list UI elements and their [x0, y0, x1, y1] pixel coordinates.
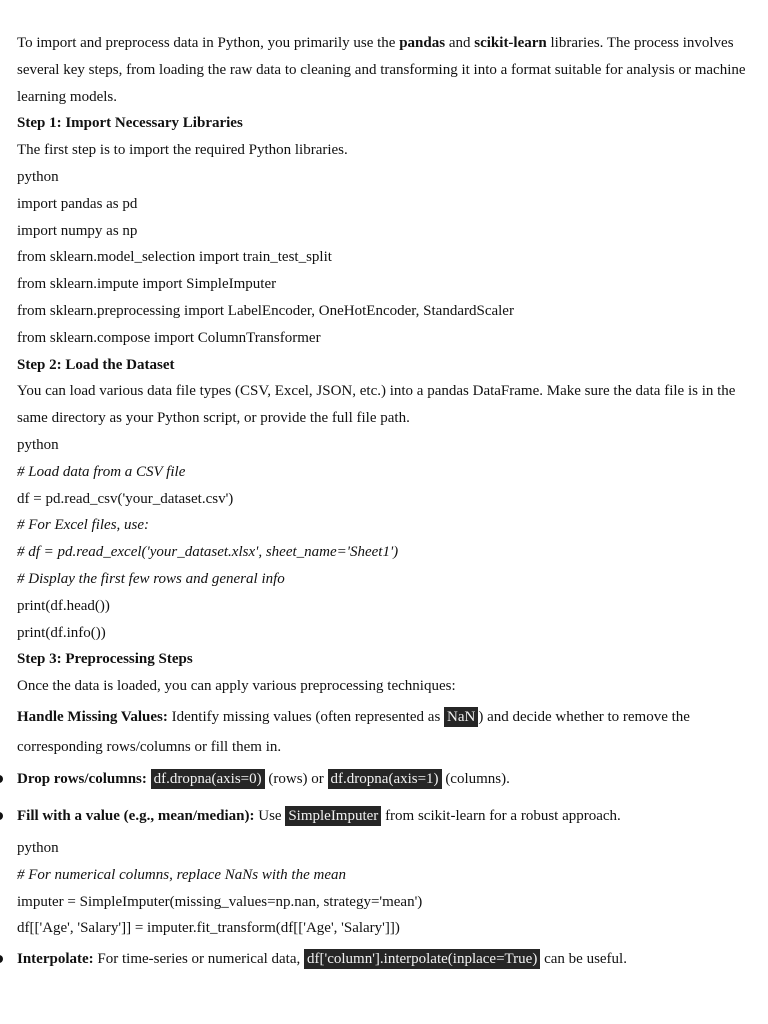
intro-text: To import and preprocess data in Python, you primarily use the [17, 35, 400, 51]
dropna-cols-code: df.dropna(axis=1) [328, 769, 442, 789]
fill-label: Fill with a value (e.g., mean/median): [17, 807, 255, 824]
step3-code-language: python [17, 839, 59, 856]
code-line: from sklearn.compose import ColumnTransformer [17, 329, 321, 346]
sklearn-term: scikit-learn [474, 35, 547, 51]
intro-text-end: libraries. The process involves several key steps, from loading the raw data to cleaning and transforming it into a format suitable for analysis or machine learning models. [17, 35, 746, 105]
step3-heading: Step 3: Preprocessing Steps [17, 651, 193, 668]
code-line: from sklearn.model_selection import train_test_split [17, 249, 332, 266]
missing-values-text-end: ) and decide whether to remove the corresponding rows/columns or fill them in. [17, 708, 690, 755]
intro-and: and [445, 35, 475, 51]
code-line: import numpy as np [17, 222, 138, 239]
interpolate-text-end: can be useful. [540, 951, 627, 968]
nan-code: NaN [444, 707, 478, 727]
code-line: from sklearn.preprocessing import LabelEncoder, OneHotEncoder, StandardScaler [17, 302, 514, 319]
code-line: from sklearn.impute import SimpleImputer [17, 276, 277, 293]
step2-code-language: python [17, 436, 59, 453]
code-comment: # For Excel files, use: [17, 517, 150, 534]
dropna-rows-code: df.dropna(axis=0) [151, 769, 265, 789]
code-comment: # Display the first few rows and general info [17, 570, 285, 587]
step1-heading: Step 1: Import Necessary Libraries [17, 115, 243, 132]
intro-paragraph [17, 30, 752, 110]
step1-description: The first step is to import the required Python libraries. [17, 142, 348, 159]
fill-text: Use [254, 807, 286, 824]
missing-values-label: Handle Missing Values: [17, 708, 168, 725]
interpolate-text: For time-series or numerical data, [93, 951, 305, 968]
step3-description: Once the data is loaded, you can apply various preprocessing techniques: [17, 678, 456, 695]
step2-description: You can load various data file types (CSV, Excel, JSON, etc.) into a pandas DataFrame. Make sure the data file is in the same directory as your Python script, or provide the full file path. [17, 383, 736, 427]
code-comment: # df = pd.read_excel('your_dataset.xlsx', sheet_name='Sheet1') [17, 544, 399, 561]
drop-mid-text: (rows) or [264, 770, 328, 787]
code-line: imputer = SimpleImputer(missing_values=np.nan, strategy='mean') [17, 893, 423, 910]
missing-values-text: Identify missing values (often represented as [167, 708, 445, 725]
missing-values-paragraph [17, 702, 752, 762]
drop-label: Drop rows/columns: [17, 770, 147, 787]
pandas-term: pandas [399, 35, 446, 51]
code-line: df = pd.read_csv('your_dataset.csv') [17, 490, 234, 507]
step2-heading: Step 2: Load the Dataset [17, 356, 175, 373]
bullet-fill [17, 801, 752, 831]
code-line: print(df.info()) [17, 624, 106, 641]
code-line: import pandas as pd [17, 195, 138, 212]
code-line: df[['Age', 'Salary']] = imputer.fit_transform(df[['Age', 'Salary']]) [17, 920, 400, 937]
step1-code-language: python [17, 168, 59, 185]
code-comment: # Load data from a CSV file [17, 463, 186, 480]
interpolate-code: df['column'].interpolate(inplace=True) [304, 949, 540, 969]
interpolate-label: Interpolate: [17, 951, 94, 968]
drop-end-text: (columns). [441, 770, 510, 787]
code-line: print(df.head()) [17, 597, 110, 614]
bullet-drop [17, 764, 752, 794]
fill-text-end: from scikit-learn for a robust approach. [381, 807, 621, 824]
code-comment: # For numerical columns, replace NaNs with the mean [17, 866, 346, 883]
bullet-interpolate [17, 944, 752, 974]
simpleimputer-code: SimpleImputer [285, 806, 381, 826]
